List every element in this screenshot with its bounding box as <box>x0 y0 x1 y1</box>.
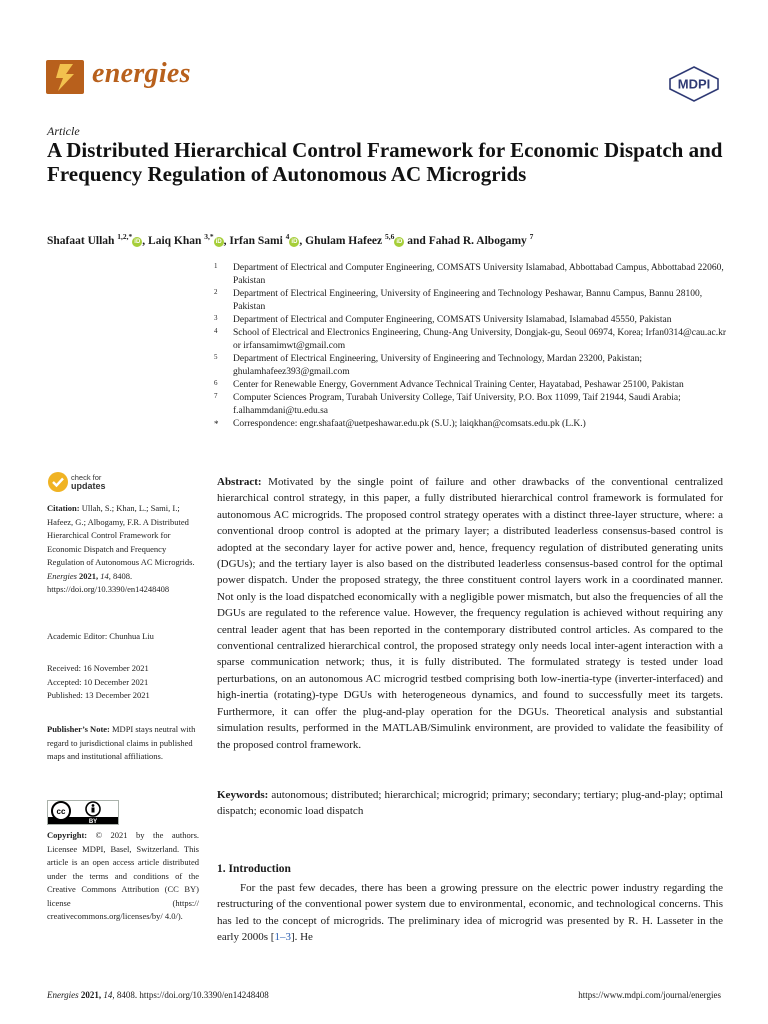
footer-citation: Energies 2021, 14, 8408. https://doi.org/10.3390/en14248408 <box>47 990 269 1000</box>
academic-editor: Academic Editor: Chunhua Liu <box>47 631 154 641</box>
affiliation: 5 Department of Electrical Engineering, University of Engineering and Technology, Mardan 23200, Pakistan; ghulamhafeez393@gmail.com <box>214 353 643 377</box>
affiliation: 6 Center for Renewable Energy, Government Advance Technical Training Center, Hayatabad, Peshawar 25100, Pakistan <box>214 379 684 390</box>
keywords: Keywords: autonomous; distributed; hierarchical; microgrid; primary; secondary; tertiary; plug-and-play; optimal dispatch; economic load dispatch <box>217 789 724 818</box>
svg-text:MDPI: MDPI <box>677 76 711 92</box>
author-name[interactable]: Ghulam Hafeez <box>305 234 383 247</box>
affiliation: 2 Department of Electrical Engineering, University of Engineering and Technology Peshawar, Bannu Campus, Bannu 28100, Pakistan <box>214 288 703 312</box>
cc-by-license-icon[interactable] <box>47 800 119 825</box>
svg-text:cc: cc <box>56 807 66 816</box>
article-type: Article <box>47 124 80 138</box>
check-updates-icon <box>47 471 69 493</box>
lightning-icon <box>46 60 84 94</box>
footer-doi-link[interactable]: 8408. https://doi.org/10.3390/en14248408 <box>116 990 269 1000</box>
svg-text:BY: BY <box>88 819 98 825</box>
article-title: A Distributed Hierarchical Control Framework for Economic Dispatch and Frequency Regulation of Autonomous AC Microgrids <box>47 138 723 186</box>
orcid-icon[interactable]: iD <box>215 238 222 245</box>
published-date: Published: 13 December 2021 <box>47 690 150 700</box>
accepted-date: Accepted: 10 December 2021 <box>47 676 149 687</box>
affiliation: 3 Department of Electrical and Computer Engineering, COMSATS University Islamabad, Islamabad 45550, Pakistan <box>214 314 672 325</box>
author-name[interactable]: Irfan Sami <box>229 234 283 247</box>
affiliation: 4 School of Electrical and Electronics Engineering, Chung-Ang University, Dongjak-gu, Seoul 06974, Korea; Irfan0314@cau.ac.kr or irfansamimwt@gmail.com <box>214 327 727 351</box>
publication-dates <box>47 662 199 703</box>
abstract: Abstract: Motivated by the single point of failure and other drawbacks of the conventional centralized hierarchical control strategy, in this paper, a fully distributed hierarchical control framework is formulated for autonomous AC microgrids. The proposed control strategy operates with a distinct three-layer structure, where: a conventional droop control is adopted at the primary layer; a distributed leaderless consensus-based control is adopted at the secondary layer for active power and, hence, frequency regulation of distributed generating units (DGUs); and the tertiary layer is also based on the distributed leaderless consensus-based control for the optimal power dispatch. Under the proposed strategy, the three constituent control layers work in a coordinated manner. Not only is the load dispatched economically with a negligible power mismatch, but also the frequencies of all the DGUs are regulated to the reference value. However, the frequency regulation is achieved without requiring any central leader agent that has been reported in the contemporary distributed control articles. As compared to the conventional centralized hierarchical control, the proposed strategy only needs local inter-agent interaction with a sparse communication network; thus, it is fully distributed. The formulated strategy is tested under load perturbations, on an autonomous AC microgrid testbed comprising both low-inertia-type (inverter-interfaced) and high-inertia (rotating)-type DGUs with heterogeneous dynamics, and found to successfully meet its targets. Furthermore, it can offer the plug-and-play operation for the DGUs. Theoretical analysis and substantial simulation results, performed in the MATLAB/Simulink environment, are provided to validate the feasibility of the proposed control framework. <box>217 476 723 751</box>
affiliation-list <box>214 262 730 431</box>
citation-doi-link[interactable]: 8408. https://doi.org/10.3390/en14248408 <box>47 570 170 594</box>
introduction-paragraph: For the past few decades, there has been a growing pressure on the electric power industry regarding the restructuring of the conventional power system due to environmental, economic, and technological concerns. This has led to the concept of microgrids. The preliminary idea of microgrid was presented by R. H. Lasseter in the early 2000s [1–3]. He <box>217 882 723 944</box>
orcid-icon[interactable]: iD <box>291 238 298 245</box>
publisher-note: Publisher’s Note: MDPI stays neutral with regard to jurisdictional claims in published maps and institutional affiliations. <box>47 724 196 761</box>
check-for-updates-badge[interactable]: check for updates <box>47 471 147 495</box>
author-name[interactable]: Fahad R. Albogamy <box>428 234 527 247</box>
citation-link[interactable]: 1–3 <box>274 931 291 944</box>
affiliation: 7 Computer Sciences Program, Turabah University College, Taif University, P.O. Box 11099, Taif 21944, Saudi Arabia; f.alhammdani@tu.edu.sa <box>214 392 681 416</box>
mdpi-logo[interactable] <box>668 66 720 102</box>
received-date: Received: 16 November 2021 <box>47 663 149 673</box>
author-list: Shafaat Ullah $^{1,2,*}$iD , Laiq Khan $^{3,*}$iD , Irfan Sami $^4$iD , Ghulam Hafeez $^{5,6}$iD and Fahad R. Albogamy $^7$ <box>47 232 534 247</box>
affiliation: 1 Department of Electrical and Computer Engineering, COMSATS University Islamabad, Abbottabad Campus, Abbottabad 22060, Pakistan <box>214 262 724 286</box>
author-name[interactable]: Laiq Khan <box>148 234 202 247</box>
orcid-icon[interactable]: iD <box>396 238 403 245</box>
orcid-icon[interactable]: iD <box>134 238 141 245</box>
section-heading: 1. Introduction <box>217 863 291 875</box>
copyright-notice: Copyright: © 2021 by the authors. Licensee MDPI, Basel, Switzerland. This article is an open access article distributed under the terms and conditions of the Creative Commons Attribution (CC BY) license (https:// creativecommons.org/licenses/by/ 4.0/). <box>47 830 200 921</box>
citation-block: Citation: Ullah, S.; Khan, L.; Sami, I.; Hafeez, G.; Albogamy, F.R. A Distributed Hierarchical Control Framework for Economic Dispatch and Frequency Regulation of Autonomous AC Microgrids. Energies 2021, 14, 8408. https://doi.org/10.3390/en14248408 <box>47 503 195 594</box>
journal-name[interactable]: energies <box>92 58 191 89</box>
correspondence: * Correspondence: engr.shafaat@uetpeshawar.edu.pk (S.U.); laiqkhan@comsats.edu.pk (L.K.) <box>214 419 586 429</box>
author-name[interactable]: Shafaat Ullah <box>47 234 115 247</box>
footer-journal-url[interactable]: https://www.mdpi.com/journal/energies <box>578 990 721 1000</box>
